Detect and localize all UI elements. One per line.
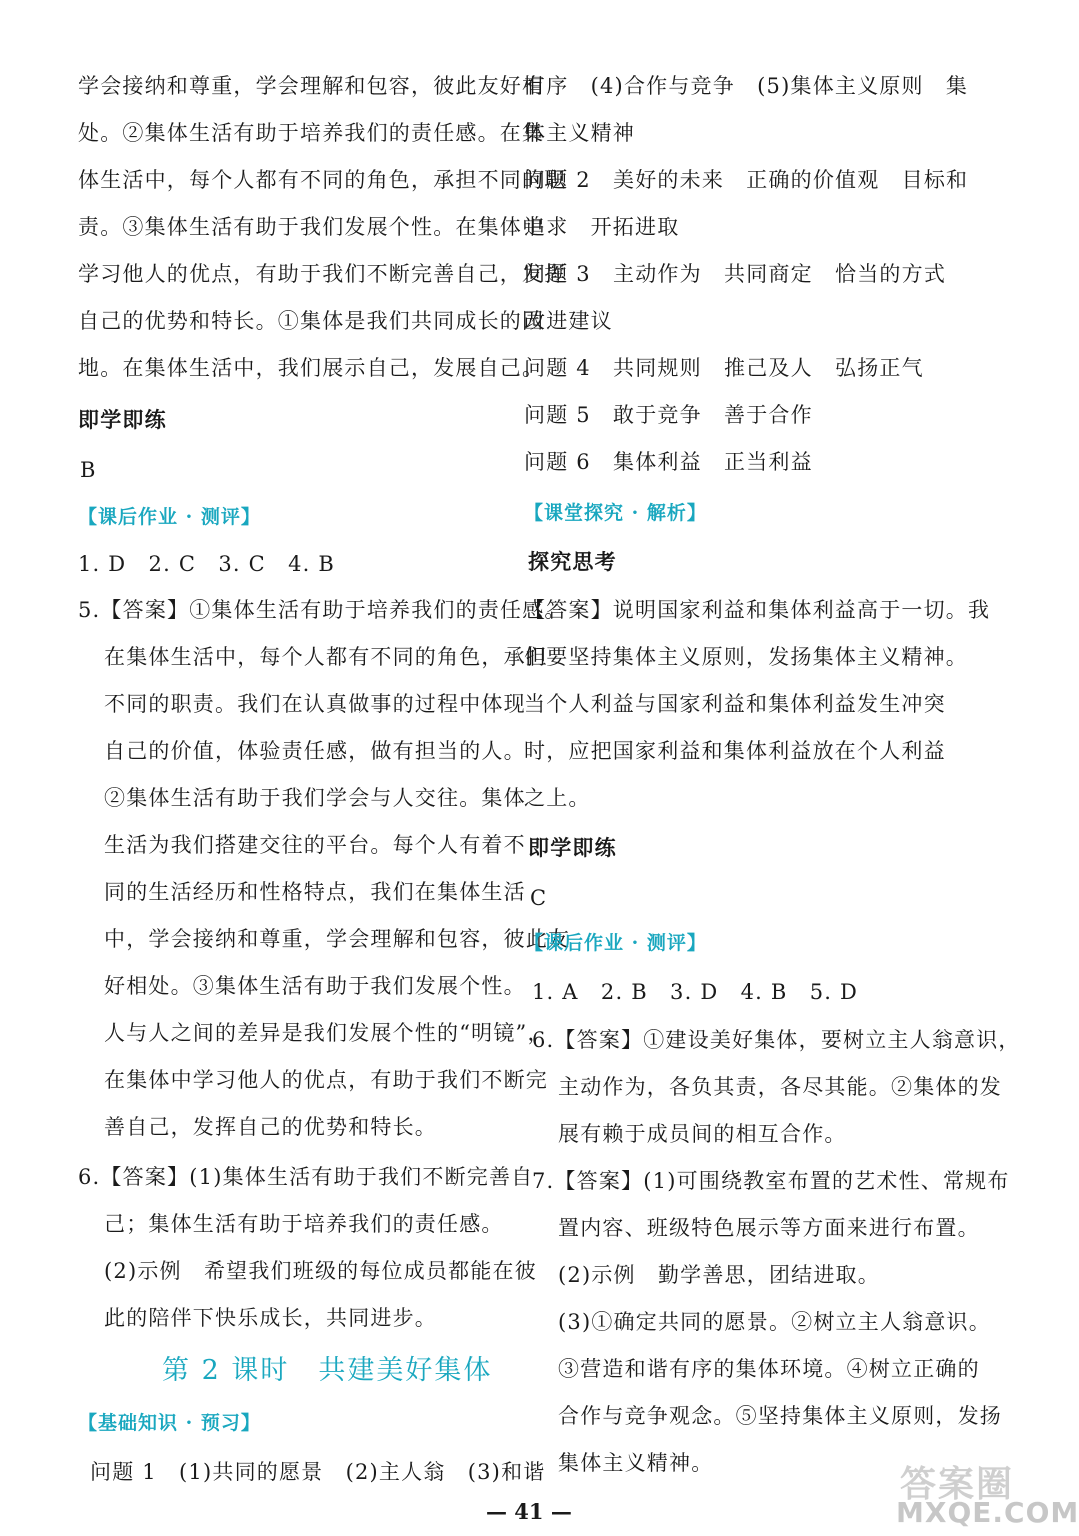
think-answer-line: 时，应把国家利益和集体利益放在个人利益 <box>524 739 946 763</box>
q7-answer-line: 置内容、班级特色展示等方面来进行布置。 <box>558 1216 980 1240</box>
q5-answer-line: 在集体生活中，每个人都有不同的角色，承担 <box>104 645 548 669</box>
right-text-line: 体主义精神 <box>524 121 635 145</box>
think-answer-line: 当个人利益与国家利益和集体利益发生冲突 <box>524 692 946 716</box>
watermark-cn: 答案圈 <box>900 1463 1015 1505</box>
right-text-line: 问题 5 敢于竞争 善于合作 <box>524 403 813 427</box>
think-answer-line: 之上。 <box>524 786 591 810</box>
q5-answer-line: 在集体中学习他人的优点，有助于我们不断完 <box>104 1068 548 1092</box>
q7-answer-line: 合作与竞争观念。⑤坚持集体主义原则，发扬 <box>558 1404 1002 1428</box>
right-text-line: 有序 (4)合作与竞争 (5)集体主义原则 集 <box>524 74 969 98</box>
right-text-line: 改进建议 <box>524 309 613 333</box>
problem-1-line: 问题 1 (1)共同的愿景 (2)主人翁 (3)和谐 <box>90 1460 546 1484</box>
watermark-logo <box>890 1456 1079 1532</box>
q6-answer-line: 展有赖于成员间的相互合作。 <box>558 1122 847 1146</box>
jixue-answer: B <box>80 458 97 482</box>
basic-knowledge-title: 【基础知识 · 预习】 <box>78 1412 261 1434</box>
q6-answer-line: 6.【答案】(1)集体生活有助于我们不断完善自 <box>78 1165 534 1189</box>
q5-answer-line: 善自己，发挥自己的优势和特长。 <box>104 1115 437 1139</box>
q7-answer-line: (2)示例 勤学善思，团结进取。 <box>558 1263 880 1287</box>
q6-answer-line: 此的陪伴下快乐成长，共同进步。 <box>104 1306 437 1330</box>
think-answer-line: 【答案】说明国家利益和集体利益高于一切。我 <box>524 598 991 622</box>
left-text-line: 地。在集体生活中，我们展示自己，发展自己。 <box>78 356 545 380</box>
jixue-heading: 即学即练 <box>528 835 617 860</box>
q6-answer-line: 己；集体生活有助于培养我们的责任感。 <box>104 1212 504 1236</box>
q6-answer-line: 6.【答案】①建设美好集体，要树立主人翁意识， <box>532 1028 1021 1052</box>
right-text-line: 问题 2 美好的未来 正确的价值观 目标和 <box>524 168 969 192</box>
q5-answer-line: 好相处。③集体生活有助于我们发展个性。 <box>104 974 526 998</box>
left-text-line: 自己的优势和特长。①集体是我们共同成长的园 <box>78 309 545 333</box>
lesson-title: 第 2 课时 共建美好集体 <box>162 1355 493 1386</box>
right-text-line: 追求 开拓进取 <box>524 215 680 239</box>
right-text-line: 问题 3 主动作为 共同商定 恰当的方式 <box>524 262 947 286</box>
watermark-url: MXQE.COM <box>896 1496 1079 1529</box>
right-text-line: 问题 6 集体利益 正当利益 <box>524 450 813 474</box>
multiple-choice-answers: 1. A 2. B 3. D 4. B 5. D <box>532 980 859 1004</box>
q5-answer-line: 自己的价值，体验责任感，做有担当的人。 <box>104 739 526 763</box>
q7-answer-line: 7.【答案】(1)可围绕教室布置的艺术性、常规布 <box>532 1169 1010 1193</box>
explore-section-title: 【课堂探究 · 解析】 <box>524 502 707 524</box>
q5-answer-line: 中，学会接纳和尊重，学会理解和包容，彼此友 <box>104 927 571 951</box>
q5-answer-line: 生活为我们搭建交往的平台。每个人有着不 <box>104 833 526 857</box>
jixue-heading: 即学即练 <box>78 407 167 432</box>
think-answer-line: 们要坚持集体主义原则，发扬集体主义精神。 <box>524 645 968 669</box>
q5-answer-line: 同的生活经历和性格特点，我们在集体生活 <box>104 880 526 904</box>
homework-section-title: 【课后作业 · 测评】 <box>524 932 707 954</box>
left-text-line: 学会接纳和尊重，学会理解和包容，彼此友好相 <box>78 74 545 98</box>
page-number: — 41 — <box>486 1499 572 1524</box>
q6-answer-line: (2)示例 希望我们班级的每位成员都能在彼 <box>104 1259 537 1283</box>
multiple-choice-answers: 1. D 2. C 3. C 4. B <box>78 552 336 576</box>
left-text-line: 处。②集体生活有助于培养我们的责任感。在集 <box>78 121 545 145</box>
q5-answer-line: 不同的职责。我们在认真做事的过程中体现 <box>104 692 526 716</box>
homework-section-title: 【课后作业 · 测评】 <box>78 506 261 528</box>
q6-answer-line: 主动作为，各负其责，各尽其能。②集体的发 <box>558 1075 1002 1099</box>
think-heading: 探究思考 <box>528 549 617 574</box>
jixue-answer: C <box>530 886 548 910</box>
q5-answer-line: 5.【答案】①集体生活有助于培养我们的责任感。 <box>78 598 567 622</box>
left-text-line: 体生活中，每个人都有不同的角色，承担不同的职 <box>78 168 567 192</box>
q7-answer-line: (3)①确定共同的愿景。②树立主人翁意识。 <box>558 1310 991 1334</box>
left-text-line: 责。③集体生活有助于我们发展个性。在集体中 <box>78 215 545 239</box>
left-text-line: 学习他人的优点，有助于我们不断完善自己，发挥 <box>78 262 567 286</box>
q5-answer-line: 人与人之间的差异是我们发展个性的“明镜”， <box>104 1021 550 1045</box>
q7-answer-line: ③营造和谐有序的集体环境。④树立正确的 <box>558 1357 980 1381</box>
right-text-line: 问题 4 共同规则 推己及人 弘扬正气 <box>524 356 924 380</box>
q7-answer-line: 集体主义精神。 <box>558 1451 714 1475</box>
q5-answer-line: ②集体生活有助于我们学会与人交往。集体 <box>104 786 526 810</box>
